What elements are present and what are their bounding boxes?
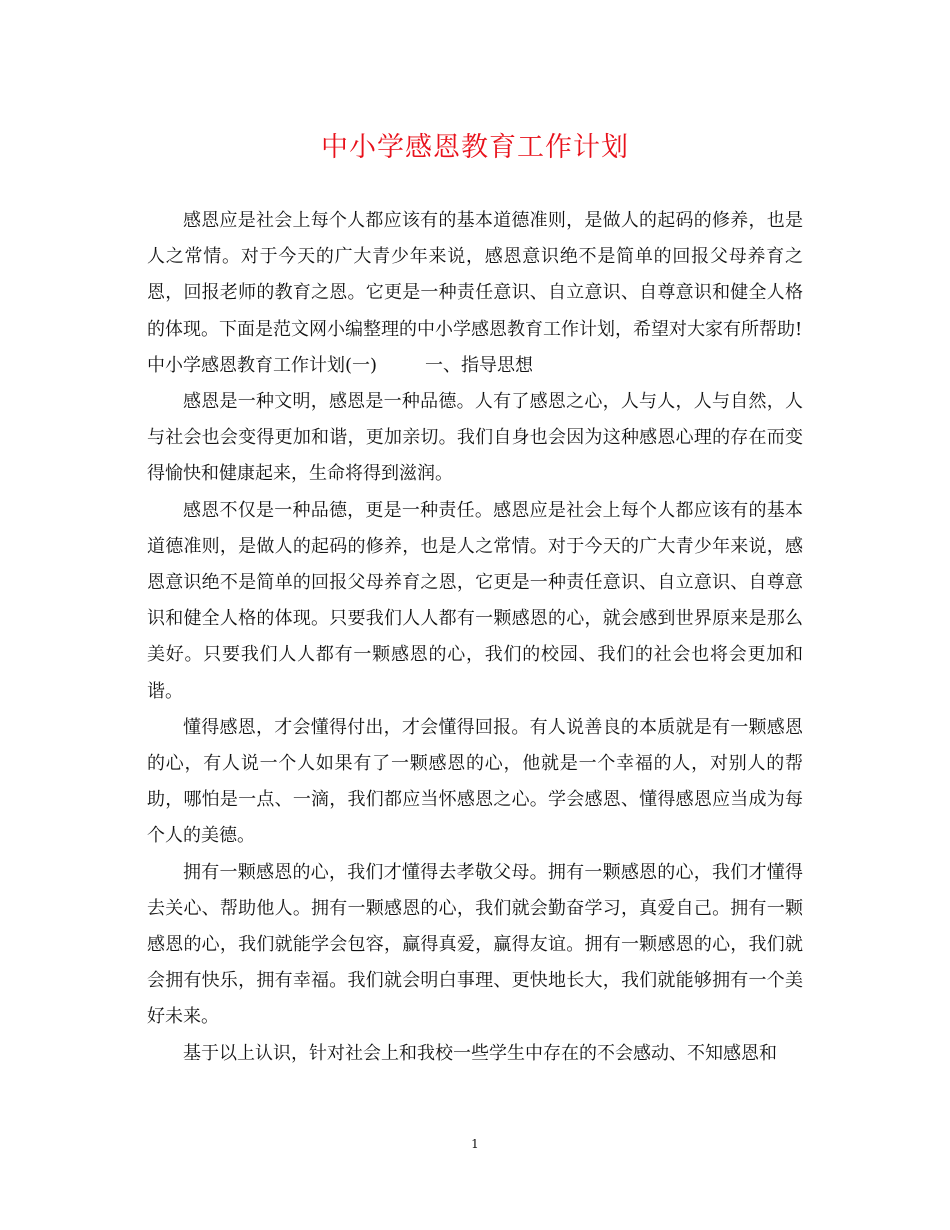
- body-paragraph: 感恩不仅是一种品德，更是一种责任。感恩应是社会上每个人都应该有的基本道德准则，是做人的起码的修养，也是人之常情。对于今天的广大青少年来说，感恩意识绝不是简单的回报父母养育之恩，它更是一种责任意识、自立意识、自尊意识和健全人格的体现。只要我们人人都有一颗感恩的心，就会感到世界原来是那么美好。只要我们人人都有一颗感恩的心，我们的校园、我们的社会也将会更加和谐。: [147, 499, 803, 702]
- body-paragraph: 基于以上认识，针对社会上和我校一些学生中存在的不会感动、不知感恩和: [183, 1042, 777, 1064]
- page-number: 1: [471, 1137, 479, 1151]
- body-paragraph: 感恩是一种文明，感恩是一种品德。人有了感恩之心，人与人，人与自然，人与社会也会变得更加和谐，更加亲切。我们自身也会因为这种感恩心理的存在而变得愉快和健康起来，生命将得到滋润。: [147, 391, 803, 485]
- intro-paragraph: 感恩应是社会上每个人都应该有的基本道德准则，是做人的起码的修养，也是人之常情。对于今天的广大青少年来说，感恩意识绝不是简单的回报父母养育之恩，回报老师的教育之恩。它更是一种责任意识、自立意识、自尊意识和健全人格的体现。下面是范文网小编整理的中小学感恩教育工作计划，希望对大家有所帮助!: [147, 210, 803, 340]
- section-label: 一、指导思想: [425, 354, 534, 376]
- document-body: [147, 203, 803, 1072]
- body-paragraph: 拥有一颗感恩的心，我们才懂得去孝敬父母。拥有一颗感恩的心，我们才懂得去关心、帮助他人。拥有一颗感恩的心，我们就会勤奋学习，真爱自己。拥有一颗感恩的心，我们就能学会包容，赢得真爱，赢得友谊。拥有一颗感恩的心，我们就会拥有快乐，拥有幸福。我们就会明白事理、更快地长大，我们就能够拥有一个美好未来。: [147, 861, 803, 1028]
- plan-label: 中小学感恩教育工作计划(一): [147, 354, 378, 376]
- body-paragraph: 懂得感恩，才会懂得付出，才会懂得回报。有人说善良的本质就是有一颗感恩的心，有人说一个人如果有了一颗感恩的心，他就是一个幸福的人，对别人的帮助，哪怕是一点、一滴，我们都应当怀感恩之心。学会感恩、懂得感恩应当成为每个人的美德。: [147, 716, 803, 847]
- section-heading: [147, 348, 803, 384]
- document-title: 中小学感恩教育工作计划: [321, 132, 629, 163]
